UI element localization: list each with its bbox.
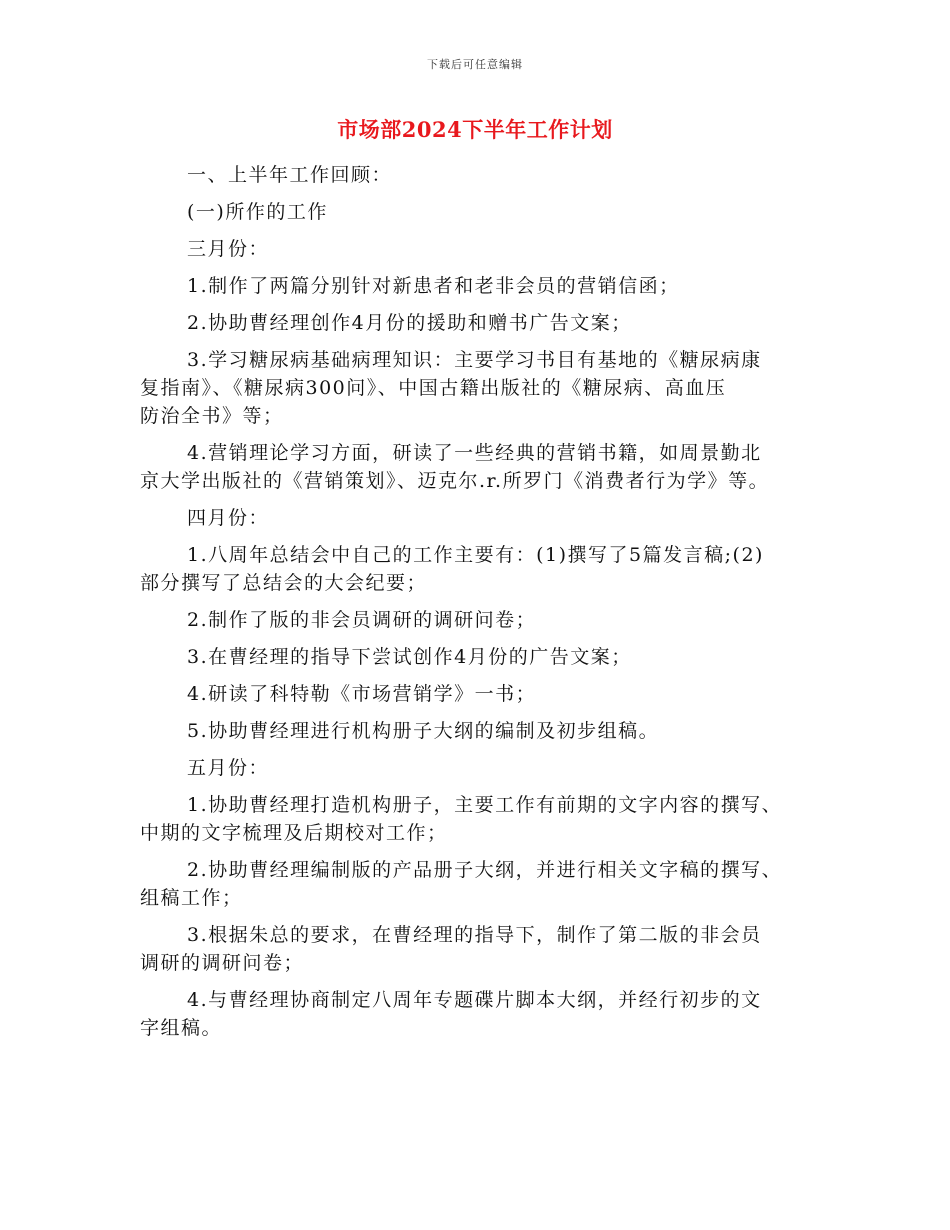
paragraph-line: 一、上半年工作回顾： [187, 164, 393, 186]
paragraph-line: 2.协助曹经理编制版的产品册子大纲，并进行相关文字稿的撰写、 [187, 859, 783, 881]
paragraph-line: 部分撰写了总结会的大会纪要； [140, 572, 428, 594]
paragraph-line: 4.与曹经理协商制定八周年专题碟片脚本大纲，并经行初步的文 [187, 989, 762, 1011]
paragraph-line: 字组稿。 [140, 1017, 223, 1039]
paragraph-line: 京大学出版社的《营销策划》、迈克尔.r.所罗门《消费者行为学》等。 [140, 470, 770, 492]
document-body [140, 160, 820, 1050]
paragraph-line: 1.协助曹经理打造机构册子，主要工作有前期的文字内容的撰写、 [187, 794, 783, 816]
paragraph-line: 三月份： [187, 238, 270, 260]
header-note: 下载后可任意编辑 [427, 58, 523, 71]
paragraph-line: 2.制作了版的非会员调研的调研问卷； [187, 609, 537, 631]
paragraph-line: 2.协助曹经理创作4月份的援助和赠书广告文案； [187, 312, 632, 334]
paragraph-line: 防治全书》等； [140, 405, 284, 427]
paragraph-line: 调研的调研问卷； [140, 952, 305, 974]
paragraph-line: 复指南》、《糖尿病300问》、中国古籍出版社的《糖尿病、高血压 [140, 377, 727, 399]
paragraph-line: 4.研读了科特勒《市场营销学》一书； [187, 683, 537, 705]
paragraph-line: 4.营销理论学习方面，研读了一些经典的营销书籍，如周景勤北 [187, 442, 762, 464]
paragraph-line: 中期的文字梳理及后期校对工作； [140, 822, 448, 844]
paragraph-line: (一)所作的工作 [187, 201, 328, 223]
paragraph-line: 5.协助曹经理进行机构册子大纲的编制及初步组稿。 [187, 720, 660, 742]
paragraph-line: 1.八周年总结会中自己的工作主要有：(1)撰写了5篇发言稿;(2) [187, 544, 764, 566]
paragraph-line: 3.根据朱总的要求，在曹经理的指导下，制作了第二版的非会员 [187, 924, 762, 946]
document-title: 市场部2024下半年工作计划 [337, 117, 613, 142]
paragraph-line: 1.制作了两篇分别针对新患者和老非会员的营销信函； [187, 275, 680, 297]
paragraph-line: 3.在曹经理的指导下尝试创作4月份的广告文案； [187, 646, 632, 668]
paragraph-line: 组稿工作； [140, 887, 243, 909]
paragraph-line: 四月份： [187, 507, 270, 529]
paragraph-line: 五月份： [187, 757, 270, 779]
paragraph-line: 3.学习糖尿病基础病理知识：主要学习书目有基地的《糖尿病康 [187, 349, 762, 371]
